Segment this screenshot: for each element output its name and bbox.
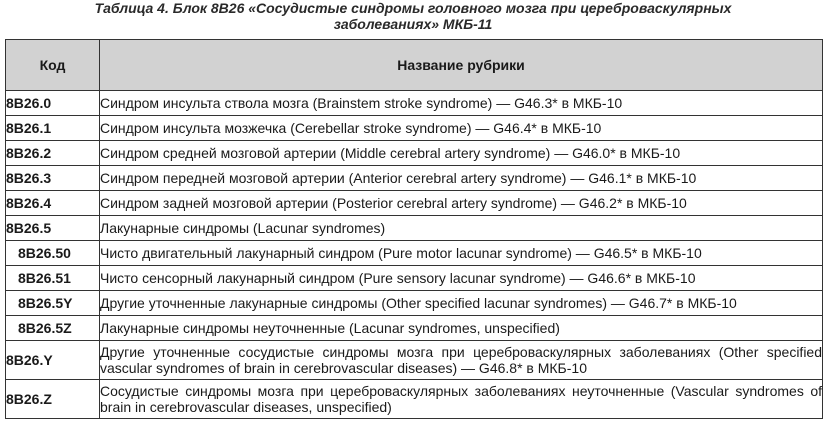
table-row xyxy=(6,380,823,419)
row-code: 8B26.5 xyxy=(6,216,100,241)
table-row xyxy=(6,166,823,191)
row-code: 8B26.5Y xyxy=(6,291,100,316)
table-row xyxy=(6,141,823,166)
caption-line-2: заболеваниях» МКБ-11 xyxy=(333,16,493,32)
row-name: Синдром средней мозговой артерии (Middle cerebral artery syndrome) — G46.0* в МКБ-10 xyxy=(100,141,823,166)
table-row xyxy=(6,266,823,291)
header-code: Код xyxy=(6,40,100,91)
icd-table xyxy=(5,39,823,419)
row-name: Синдром инсульта мозжечка (Cerebellar stroke syndrome) — G46.4* в МКБ-10 xyxy=(100,116,823,141)
row-name: Лакунарные синдромы (Lacunar syndromes) xyxy=(100,216,823,241)
row-name: Другие уточненные лакунарные синдромы (Other specified lacunar syndromes) — G46.7* в МКБ-10 xyxy=(100,291,823,316)
row-code: 8B26.3 xyxy=(6,166,100,191)
row-code: 8B26.0 xyxy=(6,91,100,116)
row-name: Лакунарные синдромы неуточненные (Lacunar syndromes, unspecified) xyxy=(100,316,823,341)
row-code: 8B26.1 xyxy=(6,116,100,141)
row-code: 8B26.4 xyxy=(6,191,100,216)
table-caption xyxy=(0,0,826,32)
row-code: 8B26.Z xyxy=(6,380,100,419)
row-code: 8B26.2 xyxy=(6,141,100,166)
table-header-row xyxy=(6,40,823,91)
row-name: Синдром инсульта ствола мозга (Brainstem stroke syndrome) — G46.3* в МКБ-10 xyxy=(100,91,823,116)
table-row xyxy=(6,116,823,141)
row-name: Чисто двигательный лакунарный синдром (Pure motor lacunar syndrome) — G46.5* в МКБ-10 xyxy=(100,241,823,266)
table-row xyxy=(6,191,823,216)
row-code: 8B26.51 xyxy=(6,266,100,291)
table-row xyxy=(6,216,823,241)
table-row xyxy=(6,291,823,316)
header-name: Название рубрики xyxy=(100,40,823,91)
row-name: Синдром задней мозговой артерии (Posterior cerebral artery syndrome) — G46.2* в МКБ-10 xyxy=(100,191,823,216)
row-name: Чисто сенсорный лакунарный синдром (Pure sensory lacunar syndrome) — G46.6* в МКБ-10 xyxy=(100,266,823,291)
row-name: Другие уточненные сосудистые синдромы мозга при цереброваскулярных заболеваниях (Other specified vascular syndromes of brain in cerebrovascular diseases) — G46.8* в МКБ-10 xyxy=(100,341,823,380)
caption-line-1: Таблица 4. Блок 8B26 «Сосудистые синдромы головного мозга при цереброваскулярных xyxy=(94,0,732,16)
table-row xyxy=(6,316,823,341)
row-code: 8B26.Y xyxy=(6,341,100,380)
table-row xyxy=(6,241,823,266)
row-name: Сосудистые синдромы мозга при цереброваскулярных заболеваниях неуточненные (Vascular syndromes of brain in cerebrovascular diseases, unspecified) xyxy=(100,380,823,419)
row-code: 8B26.5Z xyxy=(6,316,100,341)
row-code: 8B26.50 xyxy=(6,241,100,266)
table-row xyxy=(6,91,823,116)
table-row xyxy=(6,341,823,380)
row-name: Синдром передней мозговой артерии (Anterior cerebral artery syndrome) — G46.1* в МКБ-10 xyxy=(100,166,823,191)
